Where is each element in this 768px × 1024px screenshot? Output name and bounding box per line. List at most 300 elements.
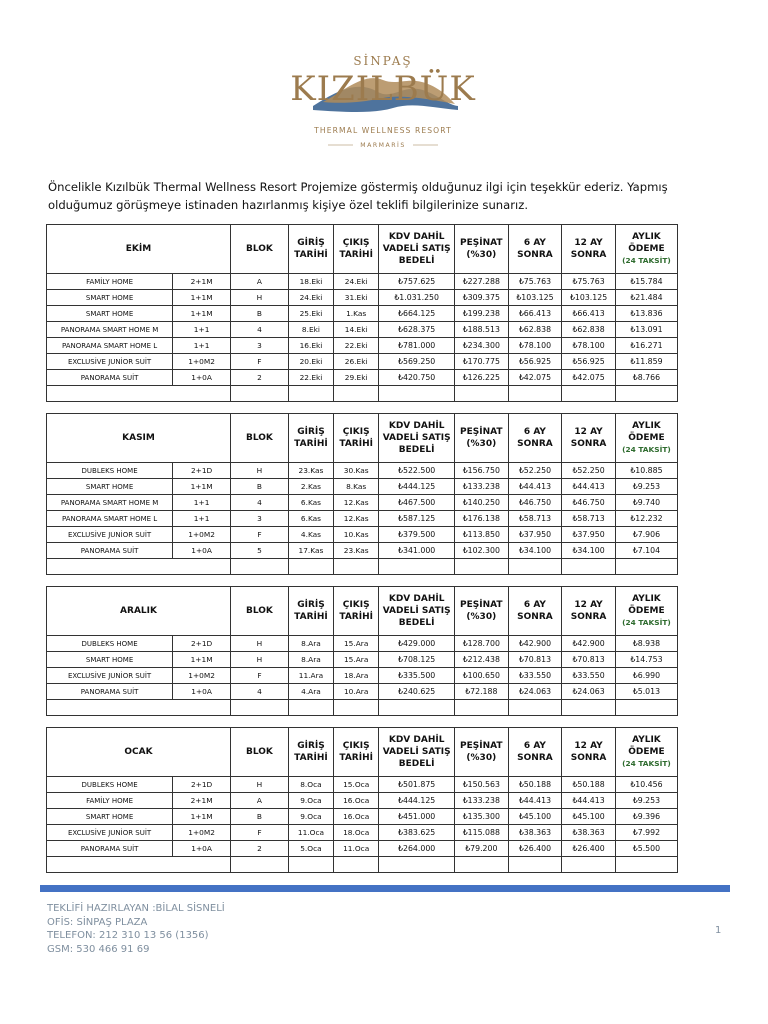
monthly-payment: ₺10.885 (615, 463, 677, 479)
unit-name: EXCLUSİVE JUNİOR SUİT (47, 354, 173, 370)
intro-line: olduğumuz görüşmeye istinaden hazırlanmış kişiye özel teklifi bilgilerinize sunarız. (48, 198, 529, 212)
header-6-ay-sonra: 6 AY SONRA (508, 225, 562, 274)
table-row (47, 306, 678, 322)
unit-name: PANORAMA SMART HOME M (47, 495, 173, 511)
monthly-payment: ₺7.906 (615, 527, 677, 543)
check-in-date: 24.Eki (288, 290, 333, 306)
header-aylik-label: AYLIK ÖDEME (628, 232, 665, 254)
unit-type: 2+1D (173, 636, 231, 652)
table-row (47, 495, 678, 511)
sinpas-kizilbuk-logo (283, 50, 483, 150)
unit-type: 1+1 (173, 511, 231, 527)
payment-6-months: ₺44.413 (508, 793, 562, 809)
payment-6-months: ₺58.713 (508, 511, 562, 527)
total-price: ₺781.000 (379, 338, 455, 354)
footer-divider (40, 885, 730, 892)
payment-6-months: ₺24.063 (508, 684, 562, 700)
total-price: ₺429.000 (379, 636, 455, 652)
prepared-by: TEKLİFİ HAZIRLAYAN :BİLAL SİSNELİ (47, 903, 225, 914)
payment-6-months: ₺33.550 (508, 668, 562, 684)
payment-6-months: ₺70.813 (508, 652, 562, 668)
check-out-date: 14.Eki (334, 322, 379, 338)
check-in-date: 16.Eki (288, 338, 333, 354)
month-header: ARALIK (47, 587, 231, 636)
check-out-date: 16.Oca (334, 809, 379, 825)
payment-6-months: ₺42.075 (508, 370, 562, 386)
down-payment: ₺212.438 (455, 652, 509, 668)
unit-name: FAMİLY HOME (47, 793, 173, 809)
table-row (47, 354, 678, 370)
payment-6-months: ₺46.750 (508, 495, 562, 511)
unit-name: SMART HOME (47, 809, 173, 825)
unit-type: 2+1D (173, 777, 231, 793)
payment-12-months: ₺45.100 (562, 809, 616, 825)
table-row (47, 479, 678, 495)
header-pesinat: PEŞİNAT (%30) (455, 728, 509, 777)
month-header: OCAK (47, 728, 231, 777)
unit-type: 1+0A (173, 370, 231, 386)
total-price: ₺628.375 (379, 322, 455, 338)
monthly-payment: ₺12.232 (615, 511, 677, 527)
header-kdv-dahil: KDV DAHİL VADELİ SATIŞ BEDELİ (379, 587, 455, 636)
empty-row (47, 386, 678, 402)
total-price: ₺335.500 (379, 668, 455, 684)
unit-type: 1+0A (173, 841, 231, 857)
unit-name: DUBLEKS HOME (47, 636, 173, 652)
unit-type: 1+1M (173, 306, 231, 322)
payment-12-months: ₺42.900 (562, 636, 616, 652)
payment-6-months: ₺103.125 (508, 290, 562, 306)
block: B (231, 809, 289, 825)
empty-cell (334, 386, 379, 402)
empty-cell (334, 559, 379, 575)
down-payment: ₺176.138 (455, 511, 509, 527)
table-row (47, 511, 678, 527)
table-row (47, 809, 678, 825)
block: 4 (231, 322, 289, 338)
total-price: ₺444.125 (379, 793, 455, 809)
unit-type: 1+1 (173, 338, 231, 354)
price-table-aralik (46, 586, 678, 716)
empty-cell (288, 386, 333, 402)
total-price: ₺1.031.250 (379, 290, 455, 306)
header-aylik-odeme (615, 587, 677, 636)
payment-6-months: ₺26.400 (508, 841, 562, 857)
total-price: ₺664.125 (379, 306, 455, 322)
total-price: ₺341.000 (379, 543, 455, 559)
header-cikis-tarihi: ÇIKIŞ TARİHİ (334, 225, 379, 274)
header-aylik-odeme (615, 414, 677, 463)
empty-cell (508, 559, 562, 575)
header-cikis-tarihi: ÇIKIŞ TARİHİ (334, 587, 379, 636)
unit-name: EXCLUSİVE JUNİOR SUİT (47, 527, 173, 543)
monthly-payment: ₺7.104 (615, 543, 677, 559)
empty-cell (231, 700, 289, 716)
down-payment: ₺227.288 (455, 274, 509, 290)
intro-line: Öncelikle Kızılbük Thermal Wellness Resort Projemize göstermiş olduğunuz ilgi için teşekkür ederiz. Yapmış (48, 180, 668, 194)
empty-cell (562, 857, 616, 873)
down-payment: ₺135.300 (455, 809, 509, 825)
down-payment: ₺79.200 (455, 841, 509, 857)
check-in-date: 9.Oca (288, 809, 333, 825)
monthly-payment: ₺6.990 (615, 668, 677, 684)
block: F (231, 354, 289, 370)
payment-12-months: ₺78.100 (562, 338, 616, 354)
empty-cell (231, 559, 289, 575)
block: 2 (231, 370, 289, 386)
table-row (47, 793, 678, 809)
header-blok: BLOK (231, 728, 289, 777)
empty-cell (455, 559, 509, 575)
logo-location: MARMARİS (360, 142, 406, 149)
unit-name: PANORAMA SUİT (47, 841, 173, 857)
total-price: ₺501.875 (379, 777, 455, 793)
check-out-date: 12.Kas (334, 511, 379, 527)
empty-cell (455, 700, 509, 716)
empty-cell (615, 386, 677, 402)
header-taksit-note: (24 TAKSİT) (622, 445, 671, 454)
total-price: ₺708.125 (379, 652, 455, 668)
payment-12-months: ₺44.413 (562, 793, 616, 809)
block: 5 (231, 543, 289, 559)
payment-12-months: ₺103.125 (562, 290, 616, 306)
check-out-date: 15.Ara (334, 652, 379, 668)
monthly-payment: ₺16.271 (615, 338, 677, 354)
monthly-payment: ₺5.013 (615, 684, 677, 700)
payment-12-months: ₺37.950 (562, 527, 616, 543)
payment-6-months: ₺52.250 (508, 463, 562, 479)
payment-6-months: ₺66.413 (508, 306, 562, 322)
total-price: ₺444.125 (379, 479, 455, 495)
check-in-date: 6.Kas (288, 511, 333, 527)
check-in-date: 2.Kas (288, 479, 333, 495)
check-out-date: 23.Kas (334, 543, 379, 559)
header-aylik-odeme (615, 225, 677, 274)
block: B (231, 306, 289, 322)
table-row (47, 274, 678, 290)
header-kdv-dahil: KDV DAHİL VADELİ SATIŞ BEDELİ (379, 225, 455, 274)
down-payment: ₺156.750 (455, 463, 509, 479)
check-in-date: 22.Eki (288, 370, 333, 386)
check-in-date: 18.Eki (288, 274, 333, 290)
payment-12-months: ₺56.925 (562, 354, 616, 370)
total-price: ₺240.625 (379, 684, 455, 700)
monthly-payment: ₺15.784 (615, 274, 677, 290)
payment-6-months: ₺78.100 (508, 338, 562, 354)
empty-cell (562, 700, 616, 716)
unit-name: SMART HOME (47, 479, 173, 495)
empty-cell (508, 700, 562, 716)
unit-name: SMART HOME (47, 652, 173, 668)
monthly-payment: ₺8.938 (615, 636, 677, 652)
empty-row (47, 559, 678, 575)
down-payment: ₺133.238 (455, 793, 509, 809)
month-header: EKİM (47, 225, 231, 274)
payment-12-months: ₺70.813 (562, 652, 616, 668)
unit-type: 1+1M (173, 652, 231, 668)
empty-cell (615, 559, 677, 575)
payment-6-months: ₺45.100 (508, 809, 562, 825)
payment-12-months: ₺33.550 (562, 668, 616, 684)
unit-name: PANORAMA SUİT (47, 543, 173, 559)
header-12-ay-sonra: 12 AY SONRA (562, 728, 616, 777)
table-row (47, 527, 678, 543)
unit-type: 1+0M2 (173, 354, 231, 370)
check-in-date: 8.Oca (288, 777, 333, 793)
monthly-payment: ₺8.766 (615, 370, 677, 386)
check-out-date: 15.Oca (334, 777, 379, 793)
page-number: 1 (715, 925, 722, 936)
down-payment: ₺72.188 (455, 684, 509, 700)
check-in-date: 4.Ara (288, 684, 333, 700)
office: OFİS: SİNPAŞ PLAZA (47, 916, 148, 928)
unit-name: PANORAMA SMART HOME L (47, 338, 173, 354)
header-pesinat: PEŞİNAT (%30) (455, 414, 509, 463)
table-row (47, 543, 678, 559)
header-blok: BLOK (231, 225, 289, 274)
unit-name: PANORAMA SUİT (47, 370, 173, 386)
header-aylik-label: AYLIK ÖDEME (628, 735, 665, 757)
unit-name: SMART HOME (47, 290, 173, 306)
monthly-payment: ₺13.836 (615, 306, 677, 322)
empty-cell (288, 700, 333, 716)
payment-12-months: ₺52.250 (562, 463, 616, 479)
table-row (47, 668, 678, 684)
unit-name: DUBLEKS HOME (47, 777, 173, 793)
block: 4 (231, 495, 289, 511)
payment-6-months: ₺62.838 (508, 322, 562, 338)
header-6-ay-sonra: 6 AY SONRA (508, 587, 562, 636)
header-6-ay-sonra: 6 AY SONRA (508, 414, 562, 463)
block: 4 (231, 684, 289, 700)
check-in-date: 17.Kas (288, 543, 333, 559)
check-out-date: 12.Kas (334, 495, 379, 511)
block: F (231, 527, 289, 543)
monthly-payment: ₺9.740 (615, 495, 677, 511)
phone: TELEFON: 212 310 13 56 (1356) (47, 930, 209, 941)
check-out-date: 18.Ara (334, 668, 379, 684)
unit-name: PANORAMA SUİT (47, 684, 173, 700)
empty-cell (47, 559, 231, 575)
check-in-date: 8.Ara (288, 636, 333, 652)
empty-cell (379, 700, 455, 716)
block: 3 (231, 338, 289, 354)
empty-cell (231, 857, 289, 873)
footer-contact (47, 902, 225, 956)
check-out-date: 1.Kas (334, 306, 379, 322)
total-price: ₺451.000 (379, 809, 455, 825)
header-aylik-label: AYLIK ÖDEME (628, 594, 665, 616)
unit-name: PANORAMA SMART HOME L (47, 511, 173, 527)
check-out-date: 29.Eki (334, 370, 379, 386)
unit-name: EXCLUSİVE JUNİOR SUİT (47, 668, 173, 684)
empty-cell (334, 857, 379, 873)
payment-12-months: ₺26.400 (562, 841, 616, 857)
payment-6-months: ₺44.413 (508, 479, 562, 495)
check-out-date: 10.Ara (334, 684, 379, 700)
empty-row (47, 700, 678, 716)
header-6-ay-sonra: 6 AY SONRA (508, 728, 562, 777)
empty-row (47, 857, 678, 873)
check-in-date: 9.Oca (288, 793, 333, 809)
down-payment: ₺309.375 (455, 290, 509, 306)
header-giris-tarihi: GİRİŞ TARİHİ (288, 728, 333, 777)
header-kdv-dahil: KDV DAHİL VADELİ SATIŞ BEDELİ (379, 728, 455, 777)
table-row (47, 652, 678, 668)
unit-type: 2+1M (173, 274, 231, 290)
check-in-date: 23.Kas (288, 463, 333, 479)
check-out-date: 11.Oca (334, 841, 379, 857)
empty-cell (379, 857, 455, 873)
price-table-kasim (46, 413, 678, 575)
check-in-date: 5.Oca (288, 841, 333, 857)
check-out-date: 16.Oca (334, 793, 379, 809)
block: H (231, 652, 289, 668)
down-payment: ₺102.300 (455, 543, 509, 559)
down-payment: ₺128.700 (455, 636, 509, 652)
block: A (231, 793, 289, 809)
header-giris-tarihi: GİRİŞ TARİHİ (288, 414, 333, 463)
check-in-date: 6.Kas (288, 495, 333, 511)
block: H (231, 777, 289, 793)
block: A (231, 274, 289, 290)
check-in-date: 8.Eki (288, 322, 333, 338)
unit-name: FAMİLY HOME (47, 274, 173, 290)
check-out-date: 30.Kas (334, 463, 379, 479)
down-payment: ₺113.850 (455, 527, 509, 543)
unit-type: 1+0M2 (173, 668, 231, 684)
check-out-date: 15.Ara (334, 636, 379, 652)
table-row (47, 290, 678, 306)
payment-12-months: ₺66.413 (562, 306, 616, 322)
unit-type: 1+0M2 (173, 825, 231, 841)
payment-12-months: ₺75.763 (562, 274, 616, 290)
payment-12-months: ₺50.188 (562, 777, 616, 793)
header-12-ay-sonra: 12 AY SONRA (562, 225, 616, 274)
empty-cell (562, 386, 616, 402)
table-row (47, 322, 678, 338)
header-giris-tarihi: GİRİŞ TARİHİ (288, 587, 333, 636)
unit-type: 2+1M (173, 793, 231, 809)
logo-brand: SİNPAŞ (353, 54, 413, 68)
check-out-date: 22.Eki (334, 338, 379, 354)
total-price: ₺383.625 (379, 825, 455, 841)
payment-12-months: ₺62.838 (562, 322, 616, 338)
unit-name: EXCLUSİVE JUNİOR SUİT (47, 825, 173, 841)
table-row (47, 370, 678, 386)
unit-type: 1+0A (173, 684, 231, 700)
monthly-payment: ₺9.396 (615, 809, 677, 825)
block: H (231, 636, 289, 652)
down-payment: ₺126.225 (455, 370, 509, 386)
empty-cell (562, 559, 616, 575)
payment-12-months: ₺44.413 (562, 479, 616, 495)
unit-type: 1+0A (173, 543, 231, 559)
unit-type: 1+1M (173, 290, 231, 306)
payment-6-months: ₺42.900 (508, 636, 562, 652)
check-in-date: 4.Kas (288, 527, 333, 543)
payment-12-months: ₺24.063 (562, 684, 616, 700)
check-out-date: 10.Kas (334, 527, 379, 543)
payment-12-months: ₺42.075 (562, 370, 616, 386)
header-taksit-note: (24 TAKSİT) (622, 256, 671, 265)
unit-type: 1+1 (173, 322, 231, 338)
total-price: ₺522.500 (379, 463, 455, 479)
empty-cell (615, 700, 677, 716)
payment-12-months: ₺34.100 (562, 543, 616, 559)
payment-6-months: ₺37.950 (508, 527, 562, 543)
table-row (47, 777, 678, 793)
header-kdv-dahil: KDV DAHİL VADELİ SATIŞ BEDELİ (379, 414, 455, 463)
payment-6-months: ₺38.363 (508, 825, 562, 841)
empty-cell (379, 386, 455, 402)
header-cikis-tarihi: ÇIKIŞ TARİHİ (334, 728, 379, 777)
down-payment: ₺140.250 (455, 495, 509, 511)
check-out-date: 24.Eki (334, 274, 379, 290)
empty-cell (615, 857, 677, 873)
logo-name: KIZILBÜK (290, 69, 476, 109)
empty-cell (455, 857, 509, 873)
header-giris-tarihi: GİRİŞ TARİHİ (288, 225, 333, 274)
unit-type: 2+1D (173, 463, 231, 479)
unit-type: 1+1 (173, 495, 231, 511)
check-in-date: 25.Eki (288, 306, 333, 322)
total-price: ₺467.500 (379, 495, 455, 511)
check-out-date: 26.Eki (334, 354, 379, 370)
header-pesinat: PEŞİNAT (%30) (455, 587, 509, 636)
monthly-payment: ₺5.500 (615, 841, 677, 857)
monthly-payment: ₺13.091 (615, 322, 677, 338)
empty-cell (508, 857, 562, 873)
down-payment: ₺133.238 (455, 479, 509, 495)
down-payment: ₺170.775 (455, 354, 509, 370)
empty-cell (47, 700, 231, 716)
check-out-date: 18.Oca (334, 825, 379, 841)
header-12-ay-sonra: 12 AY SONRA (562, 587, 616, 636)
block: 3 (231, 511, 289, 527)
gsm: GSM: 530 466 91 69 (47, 943, 150, 955)
check-in-date: 8.Ara (288, 652, 333, 668)
payment-12-months: ₺38.363 (562, 825, 616, 841)
table-row (47, 636, 678, 652)
header-blok: BLOK (231, 587, 289, 636)
logo-tagline: THERMAL WELLNESS RESORT (314, 126, 452, 135)
total-price: ₺757.625 (379, 274, 455, 290)
empty-cell (508, 386, 562, 402)
payment-12-months: ₺46.750 (562, 495, 616, 511)
unit-name: DUBLEKS HOME (47, 463, 173, 479)
down-payment: ₺188.513 (455, 322, 509, 338)
empty-cell (379, 559, 455, 575)
payment-6-months: ₺50.188 (508, 777, 562, 793)
check-in-date: 20.Eki (288, 354, 333, 370)
empty-cell (455, 386, 509, 402)
block: F (231, 825, 289, 841)
block: F (231, 668, 289, 684)
empty-cell (288, 559, 333, 575)
header-pesinat: PEŞİNAT (%30) (455, 225, 509, 274)
payment-12-months: ₺58.713 (562, 511, 616, 527)
down-payment: ₺199.238 (455, 306, 509, 322)
payment-6-months: ₺34.100 (508, 543, 562, 559)
total-price: ₺264.000 (379, 841, 455, 857)
down-payment: ₺150.563 (455, 777, 509, 793)
monthly-payment: ₺14.753 (615, 652, 677, 668)
monthly-payment: ₺11.859 (615, 354, 677, 370)
header-aylik-odeme (615, 728, 677, 777)
monthly-payment: ₺9.253 (615, 793, 677, 809)
price-table-eki̇m (46, 224, 678, 402)
